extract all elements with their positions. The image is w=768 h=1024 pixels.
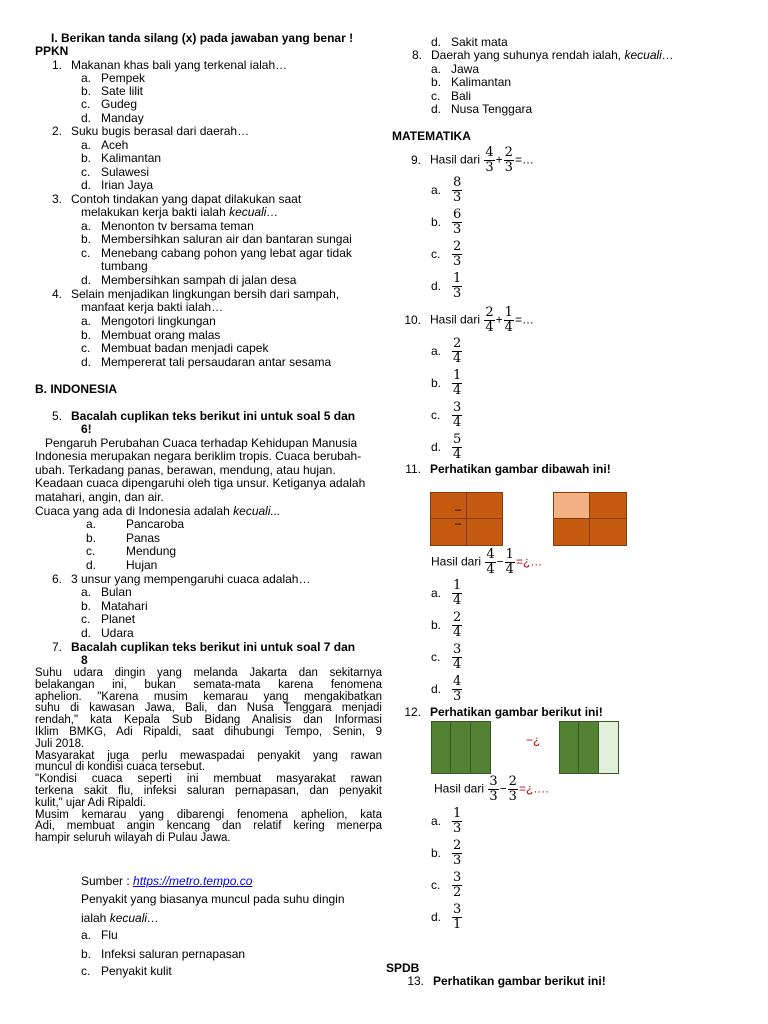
- minus-sign: –: [455, 504, 462, 516]
- q7-option-d[interactable]: d. Sakit mata: [431, 35, 508, 49]
- q11-option-b[interactable]: b. $\frac{2}{4}$: [431, 610, 462, 640]
- q12-option-b[interactable]: b. $\frac{2}{3}$: [431, 838, 462, 868]
- q1-option-a[interactable]: a. Pempek: [81, 71, 146, 85]
- q8-option-a[interactable]: a. Jawa: [431, 62, 480, 76]
- q8-option-b[interactable]: b. Kalimantan: [431, 75, 512, 89]
- section-heading-matematika: MATEMATIKA: [392, 129, 471, 143]
- q1-option-b[interactable]: b. Sate lilit: [81, 84, 144, 98]
- question-7-prompt-line-2: ialah kecuali…: [81, 911, 160, 925]
- question-2: 2. Suku bugis berasal dari daerah…: [51, 124, 250, 138]
- q6-option-c[interactable]: c. Planet: [81, 612, 136, 626]
- passage-1-line: Keadaan cuaca dipengaruhi oleh tiga unsur. Ketiganya adalah: [35, 476, 366, 490]
- passage-1-line: ubah. Terkadang panas, berawan, mendung, atau hujan.: [35, 463, 336, 477]
- passage-1-line: Indonesia merupakan negara beriklim tropis. Cuaca berubah-: [35, 449, 362, 463]
- passage-2: Suhu udara dingin yang melanda Jakarta dan sekitarnya belakangan ini, bukan semata-mata karena fenomena aphelion. "Karena musim kemarau yang mengakibatkan suhu di kawasan Jawa, Bali, dan Nusa Tenggara menjadi rendah," kata Kepala Sub Bidang Analisis dan Informasi Iklim BMKG, Adi Ripaldi, saat dihubungi Tempo, Senin, 9 Juli 2018. Masyarakat juga perlu mewaspadai penyakit yang rawan muncul di kondisi cuaca tersebut. "Kondisi cuaca seperti ini membuat masyarakat rawan terkena sakit flu, infeksi saluran pernapasan, dan penyakit kulit," ujar Adi Ripaldi. Musim kemarau yang dibarengi fenomena aphelion, kata Adi, membuat angin kencang dan relatif kering menerpa hampir seluruh wilayah di Pulau Jawa.: [35, 667, 382, 845]
- q9-option-c[interactable]: c. $\frac{2}{3}$: [431, 239, 462, 269]
- question-8: 8. Daerah yang suhunya rendah ialah, kecuali…: [411, 48, 674, 62]
- question-5-line-2: 6!: [81, 422, 92, 436]
- q9-option-b[interactable]: b. $\frac{6}{3}$: [431, 207, 462, 237]
- q8-option-d[interactable]: d. Nusa Tenggara: [431, 102, 533, 116]
- q10-option-a[interactable]: a. $\frac{2}{4}$: [431, 336, 462, 366]
- question-7: 7. Bacalah cuplikan teks berikut ini untuk soal 7 dan: [51, 640, 356, 654]
- passage-1-line: matahari, angin, dan air.: [35, 490, 164, 504]
- question-11: 11. Perhatikan gambar dibawah ini!: [405, 462, 611, 476]
- question-9: 9. Hasil dari $\frac{4}{3}$ + $\frac{2}{3}$ =…: [410, 145, 534, 175]
- section-heading-spdb: SPDB: [386, 961, 420, 975]
- q4-option-d[interactable]: d. Mempererat tali persaudaran antar sesama: [81, 355, 332, 369]
- question-3: 3. Contoh tindakan yang dapat dilakukan saat: [51, 192, 302, 206]
- question-3-line-2: melakukan kerja bakti ialah kecuali…: [81, 205, 279, 219]
- fraction: $\frac{1}{4}$: [505, 547, 514, 577]
- q4-option-a[interactable]: a. Mengotori lingkungan: [81, 314, 216, 328]
- q1-option-c[interactable]: c. Gudeg: [81, 97, 138, 111]
- question-12: 12. Perhatikan gambar berikut ini!: [404, 705, 603, 719]
- fraction: $\frac{2}{3}$: [508, 774, 517, 804]
- instruction: I. Berikan tanda silang (x) pada jawaban yang benar !: [51, 31, 354, 45]
- q12-minus-sign: −¿: [526, 733, 541, 747]
- fraction: $\frac{1}{4}$: [504, 305, 513, 335]
- q3-option-b[interactable]: b. Membersihkan saluran air dan bantaran sungai: [81, 232, 352, 246]
- q11-figure-right: [553, 492, 627, 546]
- q7-option-b[interactable]: b. Infeksi saluran pernapasan: [81, 947, 246, 961]
- q11-option-c[interactable]: c. $\frac{3}{4}$: [431, 642, 462, 672]
- q2-option-c[interactable]: c. Sulawesi: [81, 165, 150, 179]
- q12-figure-left: [431, 721, 491, 774]
- q5-option-c[interactable]: c. Mendung: [86, 544, 177, 558]
- fraction: $\frac{3}{3}$: [489, 774, 498, 804]
- q10-option-b[interactable]: b. $\frac{1}{4}$: [431, 368, 462, 398]
- fraction: $\frac{4}{4}$: [486, 547, 495, 577]
- fraction: $\frac{2}{3}$: [504, 145, 513, 175]
- q2-option-a[interactable]: a. Aceh: [81, 138, 129, 152]
- question-13: 13. Perhatikan gambar berikut ini!: [407, 974, 606, 988]
- q12-option-d[interactable]: d. $\frac{3}{1}$: [431, 902, 462, 932]
- q5-option-d[interactable]: d. Hujan: [86, 558, 158, 572]
- minus-sign: –: [455, 518, 462, 530]
- q3-option-d[interactable]: d. Membersihkan sampah di jalan desa: [81, 273, 297, 287]
- question-4-line-2: manfaat kerja bakti ialah…: [81, 300, 224, 314]
- shaded-part: [554, 493, 589, 518]
- q12-option-c[interactable]: c. $\frac{3}{2}$: [431, 870, 462, 900]
- q4-option-c[interactable]: c. Membuat badan menjadi capek: [81, 341, 269, 355]
- q8-option-c[interactable]: c. Bali: [431, 89, 472, 103]
- q10-option-d[interactable]: d. $\frac{5}{4}$: [431, 432, 462, 462]
- section-heading-ppkn: PPKN: [35, 44, 69, 58]
- q12-figure-right: [559, 721, 619, 774]
- question-10: 10. Hasil dari $\frac{2}{4}$ + $\frac{1}{4}$ =…: [404, 305, 534, 335]
- fraction: $\frac{4}{3}$: [485, 145, 494, 175]
- q9-option-a[interactable]: a. $\frac{8}{3}$: [431, 175, 462, 205]
- question-7-prompt: Penyakit yang biasanya muncul pada suhu dingin: [81, 892, 345, 906]
- q12-expression: Hasil dari $\frac{3}{3}$ − $\frac{2}{3}$ =¿….: [434, 774, 549, 804]
- q3-option-c-line-2: tumbang: [101, 259, 148, 273]
- question-5-prompt: Cuaca yang ada di Indonesia adalah kecuali...: [35, 504, 281, 518]
- q2-option-d[interactable]: d. Irian Jaya: [81, 178, 154, 192]
- source-line: Sumber : https://metro.tempo.co: [81, 874, 253, 888]
- question-4: 4. Selain menjadikan lingkungan bersih dari sampah,: [51, 287, 340, 301]
- section-heading-indonesia: B. INDONESIA: [35, 382, 118, 396]
- question-1: 1. Makanan khas bali yang terkenal ialah…: [51, 58, 288, 72]
- q11-figure-left: [430, 492, 503, 546]
- q5-option-b[interactable]: b. Panas: [86, 531, 161, 545]
- q11-option-d[interactable]: d. $\frac{4}{3}$: [431, 674, 462, 704]
- source-link[interactable]: https://metro.tempo.co: [133, 874, 253, 888]
- q6-option-b[interactable]: b. Matahari: [81, 599, 148, 613]
- q3-option-c[interactable]: c. Menebang cabang pohon yang lebat agar tidak: [81, 246, 352, 260]
- q10-option-c[interactable]: c. $\frac{3}{4}$: [431, 400, 462, 430]
- q11-option-a[interactable]: a. $\frac{1}{4}$: [431, 578, 462, 608]
- passage-1-title: Pengaruh Perubahan Cuaca terhadap Kehidupan Manusia: [45, 436, 358, 450]
- q4-option-b[interactable]: b. Membuat orang malas: [81, 328, 221, 342]
- q9-option-d[interactable]: d. $\frac{1}{3}$: [431, 271, 462, 301]
- q2-option-b[interactable]: b. Kalimantan: [81, 151, 162, 165]
- question-5: 5. Bacalah cuplikan teks berikut ini untuk soal 5 dan: [51, 409, 356, 423]
- fraction: $\frac{2}{4}$: [485, 305, 494, 335]
- unshaded-part: [598, 722, 618, 773]
- q7-option-c[interactable]: c. Penyakit kulit: [81, 964, 172, 978]
- q6-option-a[interactable]: a. Bulan: [81, 585, 132, 599]
- q11-expression: Hasil dari $\frac{4}{4}$ − $\frac{1}{4}$ =¿…: [431, 547, 543, 577]
- q3-option-a[interactable]: a. Menonton tv bersama teman: [81, 219, 254, 233]
- question-6: 6. 3 unsur yang mempengaruhi cuaca adalah…: [51, 572, 311, 586]
- q6-option-d[interactable]: d. Udara: [81, 626, 134, 640]
- q7-option-a[interactable]: a. Flu: [81, 928, 118, 942]
- question-7-line-2: 8: [81, 653, 88, 667]
- q12-option-a[interactable]: a. $\frac{1}{3}$: [431, 806, 462, 836]
- q5-option-a[interactable]: a. Pancaroba: [86, 517, 185, 531]
- q1-option-d[interactable]: d. Manday: [81, 111, 144, 125]
